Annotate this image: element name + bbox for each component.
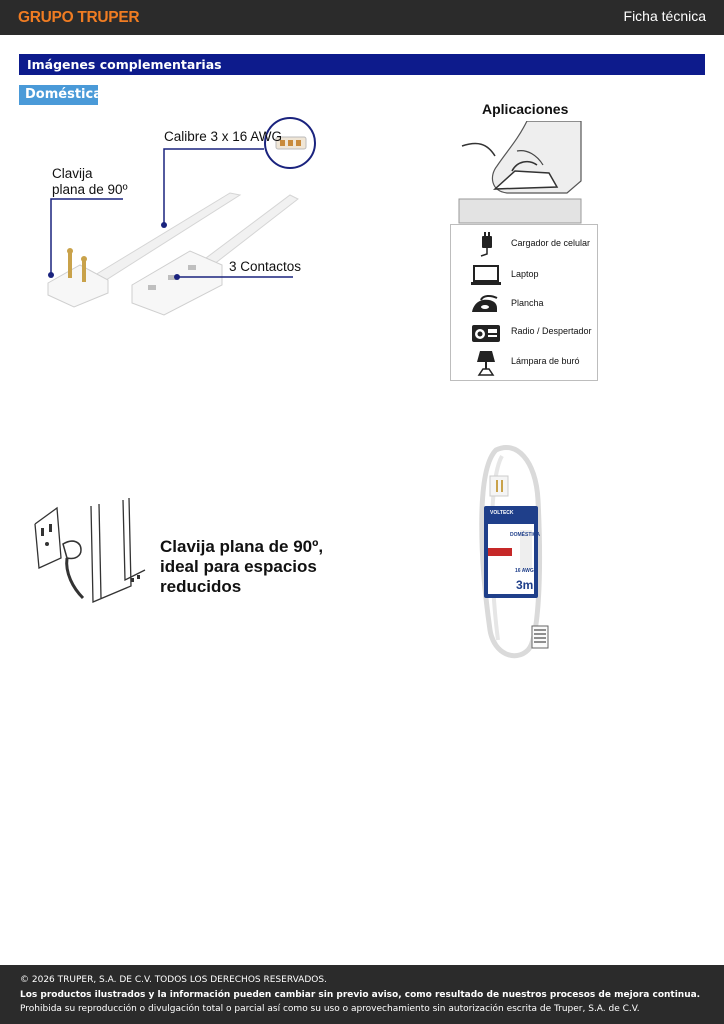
footer [0, 965, 724, 1024]
package-brand: VOLTECK [490, 510, 514, 516]
app-item-label: Lámpara de buró [511, 356, 580, 366]
footer-notice: Los productos ilustrados y la información pueden cambiar sin previo aviso, como resultado de nuestros procesos de mejora continua. [20, 990, 701, 1000]
package-type: DOMÉSTICA [510, 532, 540, 538]
section-title: Imágenes complementarias [27, 57, 222, 72]
outlet-block-illustration [132, 251, 222, 315]
phone-charger-icon [469, 232, 503, 258]
feature-line-2: ideal para espacios [160, 557, 317, 576]
plug-label [52, 166, 128, 198]
applications-list [450, 224, 598, 381]
category-chip [19, 85, 102, 105]
feature-line-3: reducidos [160, 577, 242, 596]
plug-illustration [48, 248, 108, 307]
ironing-illustration [457, 121, 587, 225]
app-item-label: Radio / Despertador [511, 326, 592, 336]
applications-title: Aplicaciones [482, 101, 569, 117]
plug-label-line-2: plana de 90º [52, 182, 128, 197]
footer-legal: Prohibida su reproducción o divulgación total o parcial así como su uso o aprovechamiento sin autorización escrita de Truper, S.A. de C.V. [20, 1004, 640, 1014]
feature-text [160, 537, 323, 597]
section-header [19, 54, 705, 75]
gauge-label: Calibre 3 x 16 AWG [164, 129, 283, 144]
app-item [451, 261, 597, 291]
app-item [451, 290, 597, 320]
app-item [451, 318, 597, 348]
plug-label-line-1: Clavija [52, 166, 93, 181]
package-length: 3m [516, 578, 534, 592]
app-item [451, 348, 597, 378]
wall-plug-illustration [33, 498, 158, 610]
footer-copyright: © 2026 TRUPER, S.A. DE C.V. TODOS LOS DERECHOS RESERVADOS. [20, 975, 327, 985]
category-chip-label: Doméstica [25, 87, 102, 102]
package-gauge: 16 AWG [515, 568, 534, 574]
document-title: Ficha técnica [623, 8, 706, 24]
laptop-icon [469, 263, 503, 289]
product-package-image [476, 440, 556, 664]
app-item [451, 230, 597, 260]
app-item-label: Laptop [511, 269, 539, 279]
radio-clock-icon [469, 320, 503, 346]
iron-icon [469, 292, 503, 318]
extension-cord-diagram [40, 115, 330, 325]
feature-line-1: Clavija plana de 90º, [160, 537, 324, 556]
top-bar [0, 0, 724, 35]
app-item-label: Plancha [511, 298, 544, 308]
lamp-icon [469, 350, 503, 376]
brand-logo: GRUPO TRUPER [18, 9, 140, 26]
outlets-label: 3 Contactos [229, 259, 302, 274]
app-item-label: Cargador de celular [511, 238, 591, 248]
